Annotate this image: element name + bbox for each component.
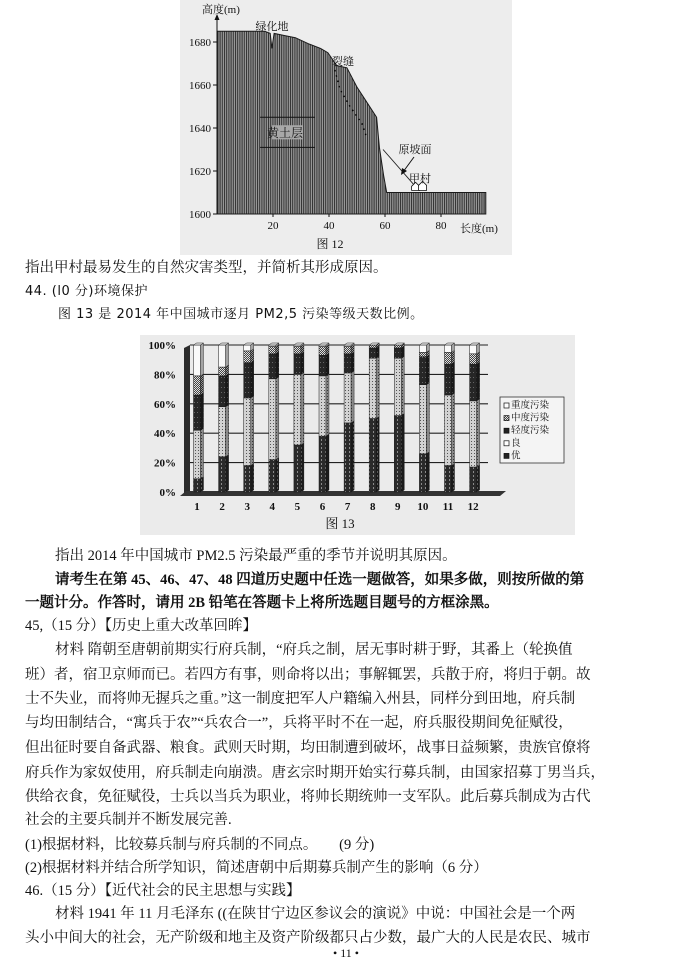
chart-floor	[180, 491, 506, 496]
legend-marker	[504, 441, 509, 446]
bar-segment-4	[470, 345, 477, 354]
bar-segment-side-shade	[301, 372, 304, 445]
figure-13	[140, 335, 575, 535]
bar-segment-side-shade	[226, 343, 229, 367]
x-tick-label: 10	[417, 501, 429, 513]
bar-segment-4	[194, 345, 201, 376]
figure-13-caption: 图 13	[325, 516, 355, 531]
bar-segment-2	[269, 354, 276, 379]
q45-question-2: (2)根据材料并结合所学知识，简述唐朝中后期募兵制产生的影响（6 分）	[25, 860, 488, 876]
bar-segment-3	[194, 376, 201, 395]
bar-segment-side-shade	[452, 350, 455, 364]
legend-marker	[504, 416, 509, 421]
x-tick-label: 5	[294, 501, 301, 513]
bar-segment-side-shade	[301, 352, 304, 375]
legend-label: 重度污染	[511, 401, 550, 411]
x-tick-label: 1	[194, 501, 200, 513]
bar-segment-0	[244, 466, 251, 492]
bar-segment-1	[244, 398, 251, 466]
bar-segment-1	[269, 379, 276, 460]
bar-segment-0	[219, 457, 226, 492]
bar-segment-2	[369, 348, 376, 358]
q45-material-line: 与均田制结合，“寓兵于农”“兵农合一”，兵将平时不在一起，府兵服役期间免征赋役，	[25, 715, 573, 731]
bar-segment-0	[369, 419, 376, 493]
bar-segment-side-shade	[201, 343, 204, 376]
bar-segment-side-shade	[326, 434, 329, 492]
legend-marker	[504, 453, 509, 458]
bar-segment-side-shade	[201, 374, 204, 395]
bar-segment-side-shade	[401, 356, 404, 415]
q46-material-line: 头小中间大的社会，无产阶级和地主及资产阶级都只占少数，最广大的人民是农民、城市	[25, 930, 591, 946]
q45-material-line: 班）者，宿卫京师而已。若四方有事，则命将以出；事解辄罢，兵散于府，将归于朝。故	[25, 667, 591, 683]
y-tick-label: 20%	[154, 457, 176, 470]
figure-12	[180, 0, 512, 255]
bar-segment-0	[194, 479, 201, 492]
bar-segment-side-shade	[477, 399, 480, 467]
bar-segment-2	[470, 364, 477, 401]
bar-segment-3	[269, 346, 276, 353]
y-tick-label: 60%	[154, 398, 176, 411]
bar-segment-side-shade	[477, 362, 480, 401]
bar-segment-side-shade	[452, 464, 455, 492]
bar-segment-3	[369, 345, 376, 348]
bar-segment-side-shade	[376, 417, 379, 493]
label-original-slope: 原坡面	[398, 144, 432, 156]
x-axis-title: 长度(m)	[460, 223, 498, 235]
y-tick-label: 0%	[159, 487, 176, 499]
y-tick-label: 1640	[189, 123, 211, 135]
y-tick-label: 1660	[189, 80, 211, 92]
bar-segment-1	[344, 373, 351, 423]
bar-segment-1	[419, 385, 426, 454]
chart-left-wall	[184, 345, 190, 495]
bar-segment-0	[419, 454, 426, 492]
bar-segment-2	[194, 395, 201, 430]
history-instructions-line-2: 一题计分。作答时，请用 2B 铅笔在答题卡上将所选题目题号的方框涂黑。	[25, 595, 499, 611]
bar-segment-side-shade	[376, 356, 379, 418]
bar-segment-3	[244, 351, 251, 363]
bar-segment-1	[194, 430, 201, 479]
bar-segment-3	[445, 352, 452, 364]
legend-label: 优	[511, 451, 521, 462]
bar-segment-side-shade	[226, 455, 229, 492]
bar-segment-side-shade	[426, 383, 429, 454]
y-tick-label: 1600	[189, 209, 211, 221]
bar-segment-2	[344, 354, 351, 373]
bar-segment-2	[394, 348, 401, 358]
x-tick-label: 3	[244, 501, 250, 513]
figure-13-marks	[149, 340, 565, 513]
x-tick-label: 8	[369, 501, 376, 513]
legend-label: 中度污染	[511, 413, 550, 424]
bar-segment-side-shade	[201, 477, 204, 492]
chart-legend	[500, 397, 564, 463]
bar-segment-3	[470, 354, 477, 364]
bar-segment-side-shade	[351, 352, 354, 373]
bar-segment-side-shade	[426, 452, 429, 492]
q45-material-line: 供给衣食，免征赋役，士兵以当兵为职业，将帅长期统帅一支军队。此后募兵制成为古代	[25, 789, 591, 805]
x-tick-label: 2	[219, 501, 225, 513]
x-tick-label: 7	[344, 501, 351, 513]
x-tick-label: 80	[435, 220, 447, 232]
bar-segment-0	[394, 416, 401, 492]
x-tick-label: 12	[467, 501, 479, 513]
bar-segment-4	[419, 345, 426, 352]
x-tick-label: 6	[319, 501, 326, 513]
legend-label: 良	[511, 438, 521, 449]
q46-material-line: 材料 1941 年 11 月毛泽东 ((在陕甘宁边区参议会的演说》中说：中国社会是一个两	[55, 906, 576, 922]
bar-segment-1	[294, 374, 301, 445]
bar-segment-2	[319, 355, 326, 376]
y-tick-label: 1620	[189, 166, 211, 178]
label-village: 甲村	[409, 173, 431, 185]
q45-material-line: 社会的主要兵制并不断发展完善.	[25, 812, 232, 828]
bar-segment-1	[445, 395, 452, 466]
x-tick-label: 60	[379, 220, 391, 232]
bar-segment-4	[445, 345, 452, 352]
bar-segment-2	[445, 364, 452, 395]
q44-prompt: 指出 2014 年中国城市 PM2.5 污染最严重的季节并说明其原因。	[55, 548, 457, 564]
bar-segment-0	[445, 466, 452, 492]
bar-segment-2	[294, 354, 301, 375]
figure-12-profile-chart	[180, 0, 512, 255]
q45-question-1: (1)根据材料，比较募兵制与府兵制的不同点。 (9 分)	[25, 837, 375, 853]
bar-segment-2	[219, 376, 226, 407]
bar-segment-side-shade	[251, 349, 254, 363]
bar-segment-side-shade	[251, 464, 254, 492]
bar-segment-side-shade	[276, 377, 279, 460]
bar-segment-0	[470, 467, 477, 492]
bar-segment-0	[344, 423, 351, 492]
bar-segment-1	[319, 376, 326, 436]
bar-segment-4	[244, 345, 251, 351]
q46-heading: 46.（15 分）【近代社会的民主思想与实践】	[25, 883, 301, 899]
y-tick-label: 40%	[154, 428, 176, 441]
figure-12-caption: 图 12	[316, 237, 344, 251]
legend-marker	[504, 403, 509, 408]
figure-13-stacked-bar-chart	[140, 335, 575, 535]
bar-segment-side-shade	[326, 353, 329, 376]
y-axis-title: 高度(m)	[202, 4, 240, 16]
bar-segment-side-shade	[226, 374, 229, 407]
q43-prompt: 指出甲村最易发生的自然灾害类型，并简析其形成原因。	[25, 260, 388, 276]
q45-heading: 45,（15 分）【历史上重大改革回眸】	[25, 618, 257, 634]
y-tick-label: 1680	[189, 37, 211, 49]
bar-segment-side-shade	[477, 465, 480, 492]
bar-segment-side-shade	[351, 371, 354, 423]
legend-marker	[504, 428, 509, 433]
q45-material-line: 士不失业，而将帅无握兵之重。”这一制度把军人户籍编入州县，同样分到田地，府兵制	[25, 691, 576, 707]
bar-segment-3	[294, 346, 301, 353]
bar-segment-4	[219, 345, 226, 367]
bar-segment-1	[219, 407, 226, 457]
page-number: • 11 •	[333, 946, 359, 960]
bar-segment-side-shade	[452, 362, 455, 395]
x-tick-label: 9	[395, 501, 401, 513]
label-loess: 黄土层	[266, 126, 304, 140]
bar-segment-side-shade	[426, 355, 429, 385]
x-tick-label: 4	[269, 501, 276, 513]
legend-label: 轻度污染	[511, 426, 550, 437]
bar-segment-3	[344, 346, 351, 353]
bar-segment-side-shade	[201, 393, 204, 430]
bar-segment-side-shade	[251, 361, 254, 398]
q44-intro: 图 13 是 2014 年中国城市逐月 PM2,5 污染等级天数比例。	[58, 307, 424, 322]
bar-segment-2	[419, 357, 426, 385]
figure-12-marks	[189, 14, 486, 232]
bar-segment-2	[244, 363, 251, 398]
bar-segment-side-shade	[452, 393, 455, 466]
bar-segment-side-shade	[401, 414, 404, 492]
bar-segment-3	[394, 345, 401, 348]
history-instructions-line-1: 请考生在第 45、46、47、48 四道历史题中任选一题做答，如果多做，则按所做的第	[55, 572, 585, 588]
x-tick-label: 40	[323, 220, 335, 232]
bar-segment-1	[470, 401, 477, 467]
q45-material-line: 但出征时要自备武器、粮食。武则天时期，均田制遭到破坏，战事日益频繁，贵族官僚将	[25, 740, 591, 756]
y-tick-label: 80%	[154, 369, 176, 382]
bar-segment-3	[319, 346, 326, 355]
bar-segment-side-shade	[301, 443, 304, 492]
bar-segment-side-shade	[326, 374, 329, 436]
label-green-land: 绿化地	[255, 21, 289, 33]
bar-segment-1	[369, 358, 376, 418]
bar-segment-3	[419, 352, 426, 356]
bar-segment-0	[269, 460, 276, 492]
bar-segment-side-shade	[251, 396, 254, 466]
q45-material-line: 府兵作为家奴使用，府兵制走向崩溃。唐玄宗时期开始实行募兵制，由国家招募丁男当兵，	[25, 765, 605, 781]
bar-segment-0	[294, 445, 301, 492]
y-tick-label: 100%	[148, 340, 176, 352]
bar-segment-3	[219, 367, 226, 376]
q44-heading: 44. (l0 分)环境保护	[25, 284, 148, 299]
bar-segment-0	[319, 436, 326, 492]
bar-segment-side-shade	[276, 458, 279, 492]
bar-segment-side-shade	[351, 421, 354, 492]
bar-segment-side-shade	[226, 405, 229, 457]
x-tick-label: 11	[442, 501, 454, 513]
x-tick-label: 20	[267, 220, 279, 232]
bar-segment-side-shade	[201, 428, 204, 479]
bar-segment-side-shade	[276, 352, 279, 379]
bar-segment-1	[394, 358, 401, 415]
q45-material-line: 材料 隋朝至唐朝前期实行府兵制，“府兵之制，居无事时耕于野，其番上（轮换值	[55, 642, 573, 658]
label-crack: 裂缝	[332, 56, 354, 68]
